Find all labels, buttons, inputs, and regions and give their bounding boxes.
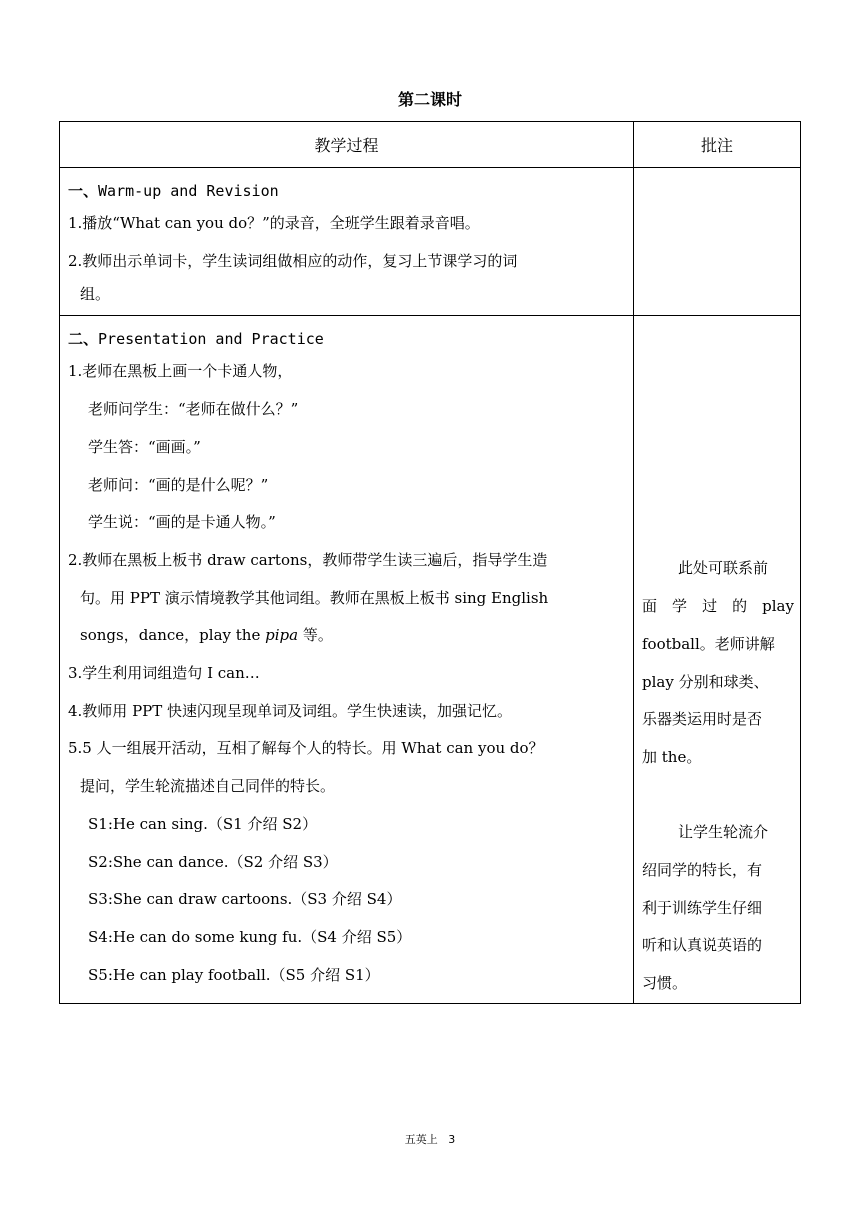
note-line: 绍同学的特长，有 bbox=[642, 861, 763, 880]
note-line: 让学生轮流介 bbox=[678, 823, 769, 842]
header-notes: 批注 bbox=[634, 122, 801, 168]
italic-word: pipa bbox=[265, 626, 299, 645]
note-word: 的 bbox=[732, 597, 748, 616]
section-title: Warm-up and Revision bbox=[98, 182, 279, 200]
note-line: 利于训练学生仔细 bbox=[642, 898, 763, 917]
notes-warmup-cell bbox=[634, 168, 801, 316]
lesson-table bbox=[59, 121, 801, 1004]
note-line: 听和认真说英语的 bbox=[642, 936, 763, 955]
text-span: 等。 bbox=[298, 626, 333, 645]
page-footer bbox=[0, 1131, 860, 1147]
note-word: 学 bbox=[672, 597, 688, 616]
section-presentation-cell bbox=[60, 316, 634, 1003]
example-line: S3:She can draw cartoons.（S3 介绍 S4） bbox=[88, 890, 402, 909]
note-line: 乐器类运用时是否 bbox=[642, 710, 763, 729]
book-label: 五英上 bbox=[404, 1133, 438, 1146]
note-word: play bbox=[762, 597, 794, 616]
header-process: 教学过程 bbox=[60, 122, 634, 168]
step-line: 1.播放“What can you do？”的录音，全班学生跟着录音唱。 bbox=[68, 214, 480, 232]
step-line: 组。 bbox=[80, 285, 111, 304]
section-heading bbox=[68, 178, 627, 205]
page-number: 3 bbox=[448, 1133, 456, 1146]
step-line: 2.教师在黑板上板书 draw cartons，教师带学生读三遍后，指导学生造 bbox=[68, 550, 548, 569]
section-title: Presentation and Practice bbox=[98, 330, 324, 349]
example-line: S1:He can sing.（S1 介绍 S2） bbox=[88, 814, 318, 833]
step-line: 1.老师在黑板上画一个卡通人物， bbox=[68, 362, 293, 381]
step-line: 4.教师用 PPT 快速闪现呈现单词及词组。学生快速读，加强记忆。 bbox=[68, 701, 513, 720]
step-line bbox=[68, 617, 627, 655]
step-line: 3.学生利用词组造句 I can… bbox=[68, 664, 260, 683]
text-span: songs，dance，play the bbox=[80, 626, 266, 645]
step-line: 2.教师出示单词卡，学生读词组做相应的动作，复习上节课学习的词 bbox=[68, 251, 518, 270]
step-line: 提问，学生轮流描述自己同伴的特长。 bbox=[80, 777, 336, 796]
page-title: 第二课时 bbox=[397, 90, 462, 109]
note-word: 面 bbox=[642, 597, 658, 616]
dialogue-line: 老师问：“画的是什么呢？” bbox=[88, 475, 269, 494]
example-line: S2:She can dance.（S2 介绍 S3） bbox=[88, 852, 338, 871]
note-line: 此处可联系前 bbox=[678, 559, 769, 578]
table-header-row bbox=[60, 122, 801, 168]
note-line bbox=[642, 588, 794, 626]
note-line: play 分别和球类、 bbox=[642, 672, 769, 691]
step-line: 句。用 PPT 演示情境教学其他词组。教师在黑板上板书 sing English bbox=[80, 588, 549, 607]
notes-presentation-cell bbox=[634, 316, 801, 1003]
note-line: 加 the。 bbox=[642, 747, 702, 766]
note-line: football。老师讲解 bbox=[642, 634, 775, 653]
section-heading bbox=[68, 326, 627, 353]
dialogue-line: 老师问学生：“老师在做什么？” bbox=[88, 400, 299, 419]
step-line: 5.5 人一组展开活动，互相了解每个人的特长。用 What can you do？ bbox=[68, 739, 544, 758]
section-presentation-row bbox=[60, 316, 801, 1003]
example-line: S4:He can do some kung fu.（S4 介绍 S5） bbox=[88, 927, 412, 946]
note-line: 习惯。 bbox=[642, 974, 688, 993]
section-number: 二、 bbox=[68, 330, 99, 349]
section-warmup-row bbox=[60, 168, 801, 316]
section-number: 一、 bbox=[68, 182, 99, 200]
note-word: 过 bbox=[702, 597, 718, 616]
section-warmup-cell bbox=[60, 168, 634, 316]
dialogue-line: 学生说：“画的是卡通人物。” bbox=[88, 513, 276, 532]
example-line: S5:He can play football.（S5 介绍 S1） bbox=[88, 965, 380, 984]
dialogue-line: 学生答：“画画。” bbox=[88, 437, 201, 456]
